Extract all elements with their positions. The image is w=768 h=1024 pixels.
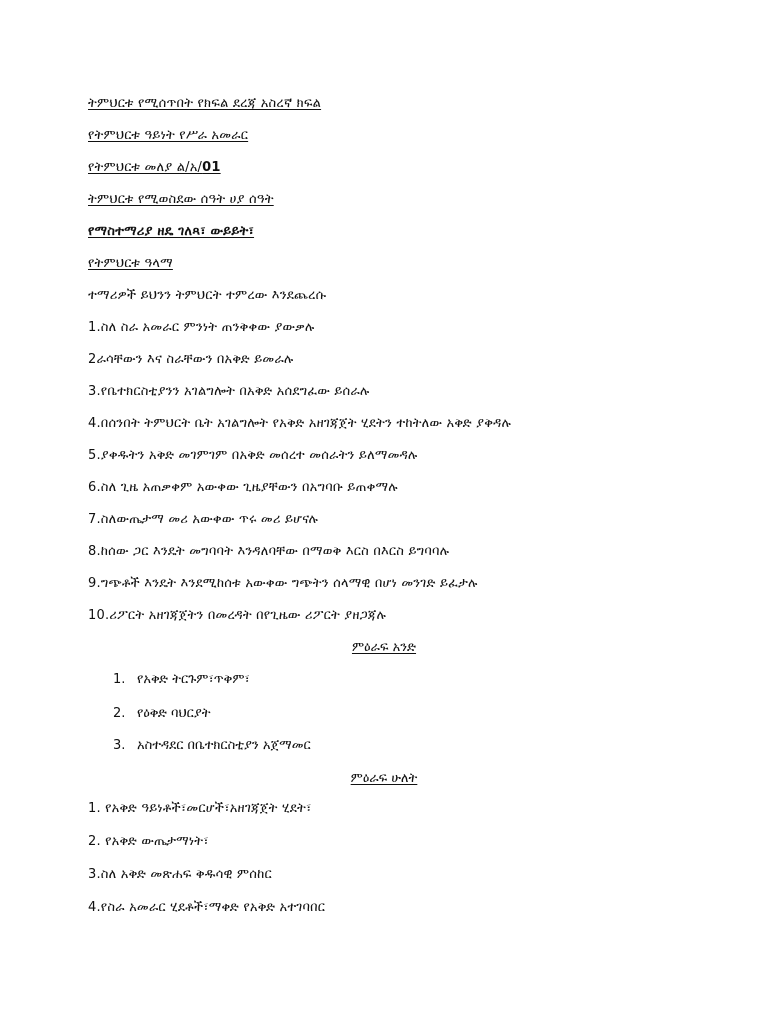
objective-item: 3.የቤተክርስቲያንን አገልግሎት በአቅድ አሰደግፈው ይሰራሉ: [88, 384, 370, 399]
list-text: የዕቅድ ባህርያት: [137, 706, 211, 721]
list-number: 2.: [113, 706, 126, 721]
objective-item: 2ራሳቸውን እና ስራቸውን በአቅድ ይመራሉ: [88, 352, 294, 367]
course-code-line: [88, 159, 221, 177]
course-code-number: 01: [202, 160, 221, 175]
course-hours-line: ትምህርቱ የሚወስደው ሰዓት ሀያ ሰዓት: [88, 192, 274, 207]
chapter-two-title: ምዕራፍ ሁለት: [350, 771, 418, 786]
chapter-two-item: 2. የአቅድ ውጤታማነት፣: [88, 834, 209, 849]
grade-level-line: ትምህርቱ የሚሰጥበት የክፍል ደረጃ አስረኛ ክፍል: [88, 96, 322, 111]
objective-item: 5.ያቀዱትን አቅድ መገምገም በአቅድ መሰረተ መሰራትን ይለማመዳሉ: [88, 448, 418, 463]
objective-item: 7.ስለውጤታማ መሪ አውቀው ጥሩ መሪ ይሆናሉ: [88, 512, 318, 527]
objective-item: 10.ሪፖርት አዘገጃጀትን በመረዳት በየጊዜው ሪፖርት ያዘጋጃሉ: [88, 608, 387, 623]
list-number: 3.: [113, 738, 126, 753]
list-number: 1.: [113, 672, 126, 687]
chapter-two-item: 4.የስራ አመራር ሂደቶች፣ማቀድ የአቅድ አተገባበር: [88, 900, 326, 915]
objective-item: 8.ከሰው ጋር እንዴት መግባባት እንዳለባቸው በማወቅ እርስ በእርስ ይግባባሉ: [88, 544, 450, 559]
objective-item: 1.ስለ ስራ አመራር ምንነት ጠንቅቀው ያውቃሉ: [88, 320, 315, 335]
objective-item: 6.ስለ ጊዜ አጠቃቀም አውቀው ጊዜያቸውን በአግባቡ ይጠቀማሉ: [88, 480, 398, 495]
teaching-method-line: የማስተማሪያ ዘዴ ገለጻ፣ ውይይት፣: [88, 224, 255, 239]
chapter-one-title: ምዕራፍ አንድ: [351, 640, 417, 655]
chapter-two-item: 1. የአቅድ ዓይነቶች፣መርሆች፣አዘገጃጀት ሂደት፣: [88, 801, 312, 816]
list-text: አስተዳደር በቤተክርስቲያን አጀማመር: [137, 738, 311, 753]
chapter-two-item: 3.ስለ አቅድ መጽሐፍ ቅዱሳዊ ምሰከር: [88, 867, 272, 882]
list-text: የአቅድ ትርጉም፣ጥቅም፣: [137, 672, 250, 687]
course-objective-heading: የትምህርቱ ዓላማ: [88, 256, 173, 271]
objective-item: 4.በሰንበት ትምህርት ቤት አገልግሎት የአቅድ አዘገጃጀት ሂደትን ተከትለው አቅድ ያቅዳሉ: [88, 416, 511, 431]
objective-item: 9.ግጭቶች እንዴት እንደሚከሰቱ አውቀው ግጭትን ሰላማዊ በሆነ መንገድ ይፈታሉ: [88, 576, 478, 591]
subject-type-line: የትምህርቱ ዓይነት የሥራ አመራር: [88, 128, 249, 143]
objectives-intro: ተማሪዎች ይህንን ትምህርት ተምረው እንደጨረሱ: [88, 288, 327, 303]
course-code-prefix: የትምህርቱ መለያ ል/አ/: [88, 160, 203, 175]
